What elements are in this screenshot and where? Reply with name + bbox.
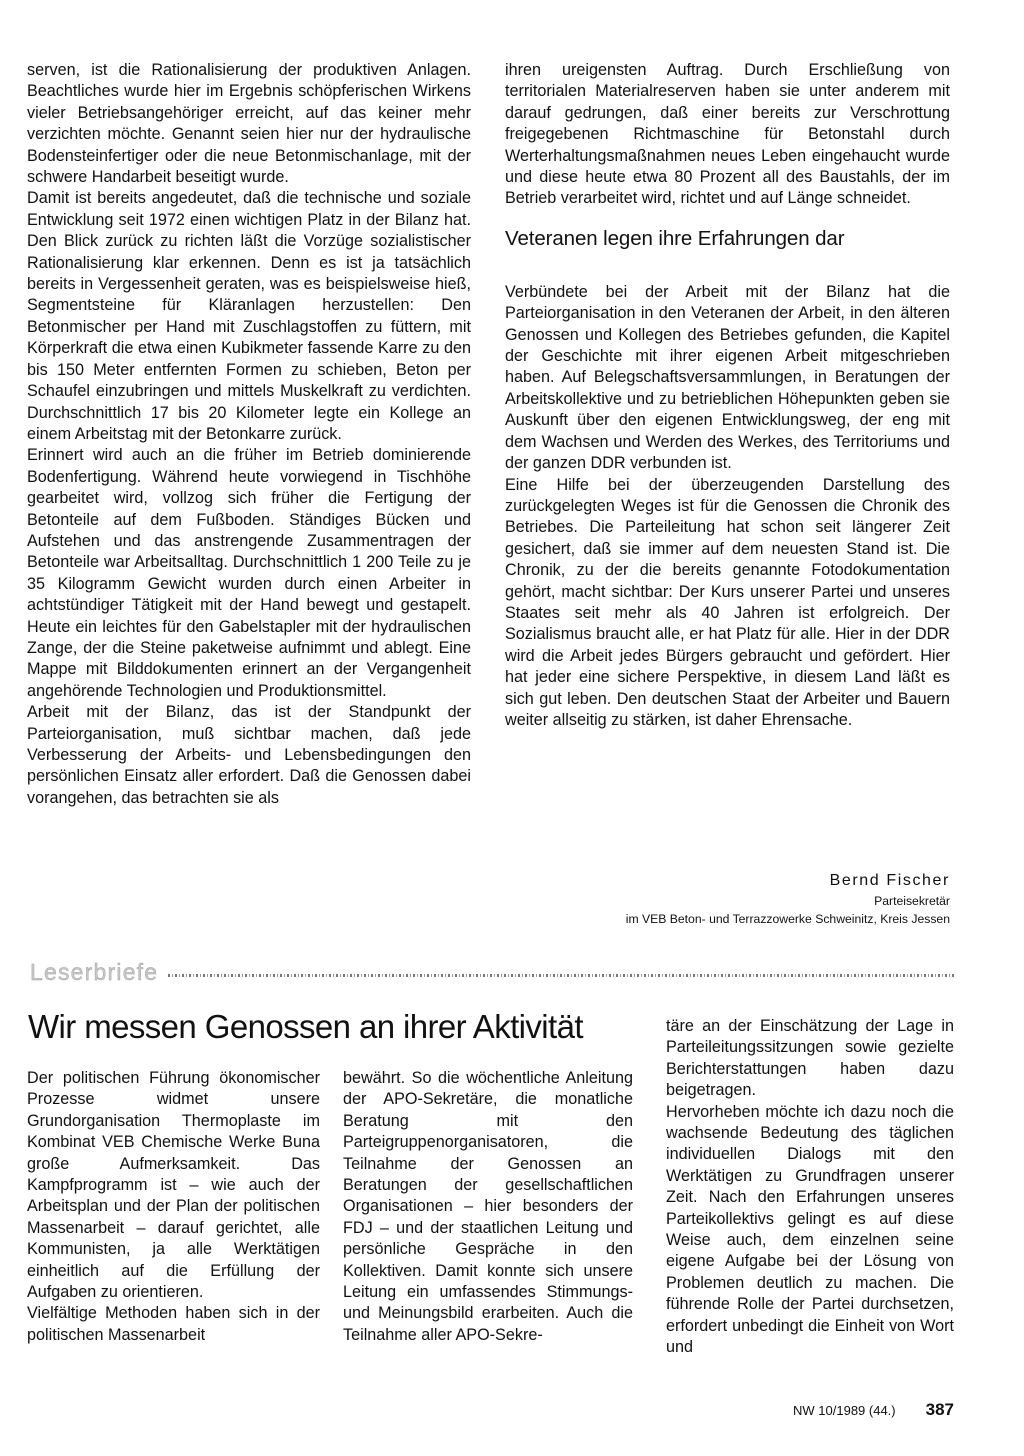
author-role: Parteisekretär	[874, 894, 950, 908]
letter-column-3	[666, 1016, 954, 1359]
letter-column-1	[27, 1068, 320, 1346]
paragraph: Erinnert wird auch an die früher im Betrieb dominierende Bodenfertigung. Während heute vorwiegend in Tischhöhe gearbeitet wird, vollzog sich früher die Fertigung der Betonteile auf dem Fußboden. Ständiges Bücken und Aufstehen und das anstrengende Zusammentragen der Betonteile war Arbeitsalltag. Durchschnittlich 1 200 Teile zu je 35 Kilogramm Gewicht wurden durch einen Arbeiter in achtstündiger Tätigkeit mit der Hand bewegt und gestapelt. Heute ein leichtes für den Gabelstapler mit der hydraulischen Zange, der die Steine paketweise aufnimmt und ablegt. Eine Mappe mit Bilddokumenten erinnert an der Vergangenheit angehörende Technologien und Produktionsmittel.	[27, 446, 471, 700]
paragraph: Arbeit mit der Bilanz, das ist der Standpunkt der Parteiorganisation, muß sichtbar machen, daß jede Verbesserung der Arbeits- und Lebensbedingungen den persönlichen Einsatz aller erfordert. Daß die Genossen dabei vorangehen, das betrachten sie als	[27, 703, 471, 807]
author-signature	[626, 870, 950, 928]
paragraph: serven, ist die Rationalisierung der produktiven Anlagen. Beachtliches wurde hier im Ergebnis schöpferischen Wirkens vieler Betriebsangehöriger erreicht, auf das keiner mehr verzichten möchte. Genannt seien hier nur der hydraulische Bodensteinfertiger oder die neue Betonmischanlage, mit der schwere Handarbeit beseitigt wurde.	[27, 61, 471, 187]
paragraph: Damit ist bereits angedeutet, daß die technische und soziale Entwicklung seit 1972 einen wichtigen Platz in der Bilanz hat. Den Blick zurück zu richten läßt die Vorzüge sozialistischer Rationalisierung klar erkennen. Denn es ist ja tatsächlich bereits in Vergessenheit geraten, was es beispielsweise hieß, Segmentsteine für Kläranlagen herzustellen: Den Betonmischer per Hand mit Zuschlagstoffen zu füttern, mit Körperkraft die etwa einen Kubikmeter fassende Karre zu den bis 150 Meter entfernten Formen zu schieben, Beton per Schaufel einzubringen und mittels Muskelkraft zu verdichten. Durchschnittlich 17 bis 20 Kilometer legte ein Kollege an einem Arbeitstag mit der Betonkarre zurück.	[27, 189, 471, 443]
paragraph: ihren ureigensten Auftrag. Durch Erschließung von territorialen Materialreserven haben sie unter anderem mit darauf gedrungen, daß einer bereits zur Verschrottung freigegebenen Richtmaschine für Betonstahl durch Werterhaltungsmaßnahmen neues Leben eingehaucht wurde und diese heute etwa 80 Prozent all des Baustahls, der im Betrieb verarbeitet wird, richtet und auf Länge schneidet.	[505, 61, 950, 208]
subheading: Veteranen legen ihre Erfahrungen dar	[505, 226, 845, 250]
paragraph: täre an der Einschätzung der Lage in Parteileitungssitzungen sowie gezielte Berichterstattungen haben dazu beigetragen.	[666, 1017, 954, 1100]
article-right-column	[505, 60, 950, 731]
page-number: 387	[925, 1400, 954, 1419]
article-headline: Wir messen Genossen an ihrer Aktivität	[28, 1008, 583, 1045]
author-organization: im VEB Beton- und Terrazzowerke Schweinitz, Kreis Jessen	[625, 912, 950, 926]
letter-column-2	[343, 1068, 633, 1346]
issue-reference: NW 10/1989 (44.)	[793, 1403, 896, 1418]
paragraph: Vielfältige Methoden haben sich in der politischen Massenarbeit	[27, 1304, 320, 1344]
article-left-column	[27, 60, 471, 809]
paragraph: Hervorheben möchte ich dazu noch die wachsende Bedeutung des täglichen individuellen Dialogs mit den Werktätigen zu Grundfragen unserer Zeit. Nach den Erfahrungen unseres Parteikollektivs gelingt es auf diese Weise auch, dem einzelnen seine eigene Aufgabe bei der Lösung von Problemen deutlich zu machen. Die führende Rolle der Partei durchsetzen, erfordert unbedingt die Einheit von Wort und	[666, 1102, 954, 1357]
paragraph: Der politischen Führung ökonomischer Prozesse widmet unsere Grundorganisation Thermoplaste im Kombinat VEB Chemische Werke Buna große Aufmerksamkeit. Das Kampfprogramm ist – wie auch der Arbeitsplan und der Plan der politischen Massenarbeit – darauf gerichtet, alle Kommunisten, ja alle Werktätigen einheitlich auf die Erfüllung der Aufgaben zu orientieren.	[27, 1069, 320, 1302]
paragraph: Verbündete bei der Arbeit mit der Bilanz hat die Parteiorganisation in den Veteranen der Arbeit, in den älteren Genossen und Kollegen des Betriebes gefunden, die Kapitel der Geschichte mit ihrer eigenen Arbeit mitgeschrieben haben. Auf Belegschaftsversammlungen, in Beratungen der Arbeitskollektive und zu betrieblichen Höhepunkten geben sie Auskunft über den eigenen Entwicklungsweg, der eng mit dem Wachsen und Werden des Werkes, des Territoriums und der ganzen DDR verbunden ist.	[505, 282, 950, 473]
page-footer	[700, 1400, 954, 1420]
section-rule	[168, 974, 954, 977]
section-header	[30, 957, 954, 987]
section-label: Leserbriefe	[30, 958, 159, 985]
author-name: Bernd Fischer	[829, 872, 950, 889]
paragraph: Eine Hilfe bei der überzeugenden Darstellung des zurückgelegten Weges ist für die Genossen die Chronik des Betriebes. Die Parteileitung hat schon seit längerer Zeit gesichert, daß sie immer auf dem neuesten Stand ist. Die Chronik, zu der die bereits genannte Fotodokumentation gehört, macht sichtbar: Der Kurs unserer Partei und unseres Staates seit mehr als 40 Jahren ist erfolgreich. Der Sozialismus braucht alle, er hat Platz für alle. Hier in der DDR wird die Arbeit jedes Bürgers gebraucht und gefördert. Hier hat jeder eine sichere Perspektive, in diesem Land läßt es sich gut leben. Den deutschen Staat der Arbeiter und Bauern weiter allseitig zu stärken, ist daher Ehrensache.	[505, 475, 950, 729]
paragraph: bewährt. So die wöchentliche Anleitung der APO-Sekretäre, die monatliche Beratung mit den Parteigruppenorganisatoren, die Teilnahme der Genossen an Beratungen der gesellschaftlichen Organisationen – hier besonders der FDJ – und der staatlichen Leitung und persönliche Gespräche in den Kollektiven. Damit konnte sich unsere Leitung ein umfassendes Stimmungs- und Meinungsbild erarbeiten. Auch die Teilnahme aller APO-Sekre-	[343, 1069, 633, 1344]
